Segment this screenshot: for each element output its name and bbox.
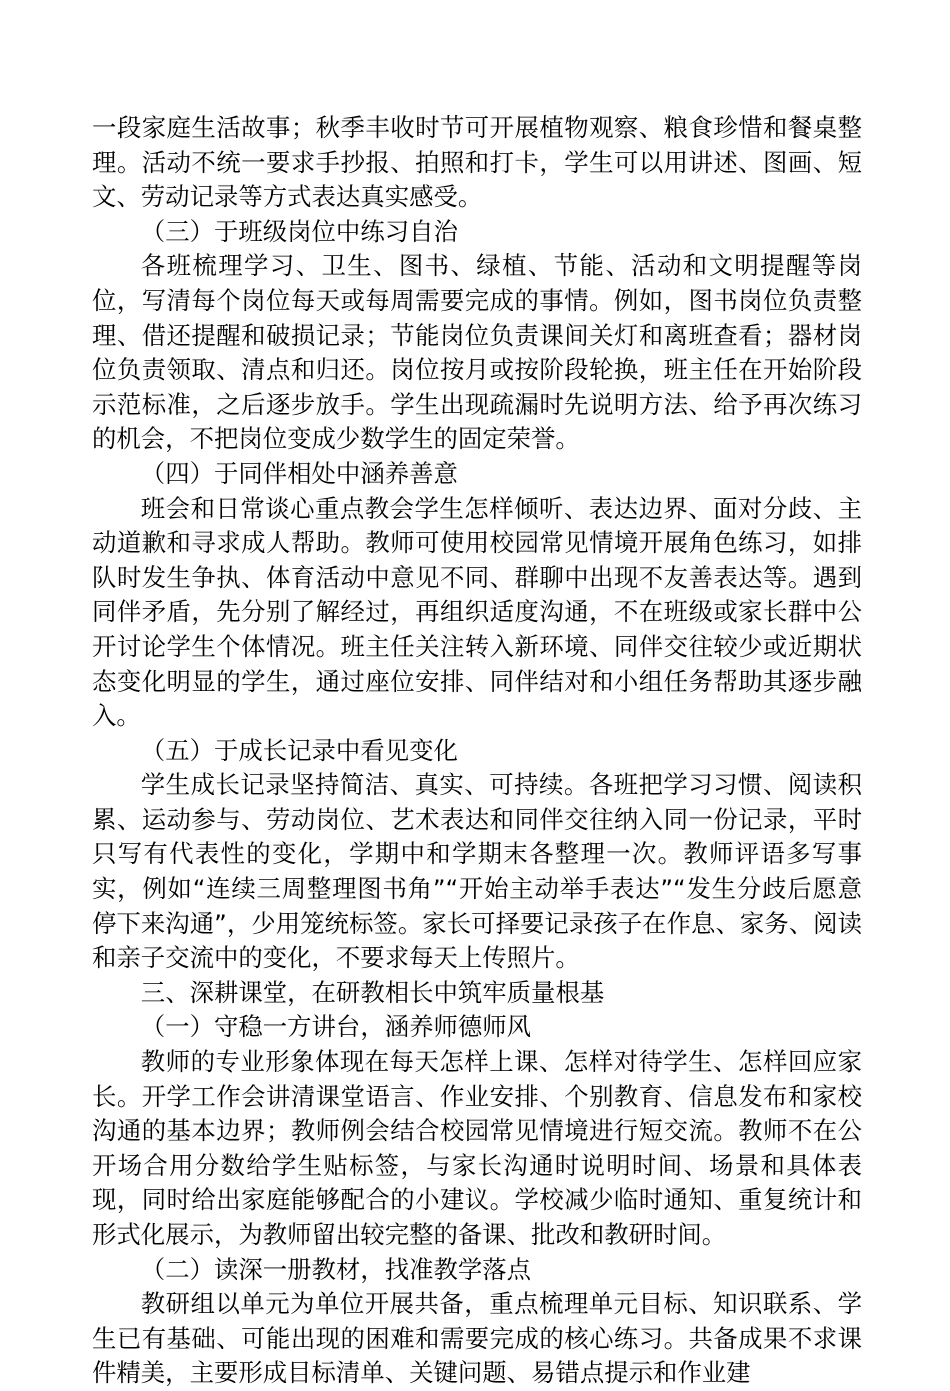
section-heading-textbook: （二）读深一册教材，找准教学落点 (140, 1254, 532, 1284)
paragraph-peer-kindness: 班会和日常谈心重点教会学生怎样倾听、表达边界、面对分歧、主动道歉和寻求成人帮助。教师可使用校园常见情境开展角色练习，如排队时发生争执、体育活动中意见不同、群聊中出现不友善表达等。遇到同伴矛盾，先分别了解经过，再组织适度沟通，不在班级或家长群中公开讨论学生个体情况。班主任关注转入新环境、同伴交往较少或近期状态变化明显的学生，通过座位安排、同伴结对和小组任务帮助其逐步融入。 (92, 493, 862, 731)
section-heading-class-roles: （三）于班级岗位中练习自治 (140, 216, 458, 246)
paragraph-continuation: 一段家庭生活故事；秋季丰收时节可开展植物观察、粮食珍惜和餐桌整理。活动不统一要求手抄报、拍照和打卡，学生可以用讲述、图画、短文、劳动记录等方式表达真实感受。 (92, 113, 862, 212)
paragraph-textbook: 教研组以单元为单位开展共备，重点梳理单元目标、知识联系、学生已有基础、可能出现的困难和需要完成的核心练习。共备成果不求课件精美，主要形成目标清单、关键问题、易错点提示和作业建 (92, 1289, 862, 1388)
paragraph-growth-records: 学生成长记录坚持简洁、真实、可持续。各班把学习习惯、阅读积累、运动参与、劳动岗位、艺术表达和同伴交往纳入同一份记录，平时只写有代表性的变化，学期中和学期末各整理一次。教师评语多写事实，例如“连续三周整理图书角”“开始主动举手表达”“发生分歧后愿意停下来沟通”，少用笼统标签。家长可择要记录孩子在作息、家务、阅读和亲子交流中的变化，不要求每天上传照片。 (92, 770, 862, 973)
document-body (92, 111, 862, 1391)
section-heading-growth-records: （五）于成长记录中看见变化 (140, 735, 458, 765)
section-heading-teacher-ethics: （一）守稳一方讲台，涵养师德师风 (140, 1012, 532, 1042)
chapter-heading-classroom: 三、深耕课堂，在研教相长中筑牢质量根基 (140, 977, 605, 1007)
paragraph-teacher-ethics: 教师的专业形象体现在每天怎样上课、怎样对待学生、怎样回应家长。开学工作会讲清课堂语言、作业安排、个别教育、信息发布和家校沟通的基本边界；教师例会结合校园常见情境进行短交流。教师不在公开场合用分数给学生贴标签，与家长沟通时说明时间、场景和具体表现，同时给出家庭能够配合的小建议。学校减少临时通知、重复统计和形式化展示，为教师留出较完整的备课、批改和教研时间。 (92, 1047, 862, 1249)
section-heading-peer-kindness: （四）于同伴相处中涵养善意 (140, 458, 458, 488)
paragraph-class-roles: 各班梳理学习、卫生、图书、绿植、节能、活动和文明提醒等岗位，写清每个岗位每天或每周需要完成的事情。例如，图书岗位负责整理、借还提醒和破损记录；节能岗位负责课间关灯和离班查看；器材岗位负责领取、清点和归还。岗位按月或按阶段轮换，班主任在开始阶段示范标准，之后逐步放手。学生出现疏漏时先说明方法、给予再次练习的机会，不把岗位变成少数学生的固定荣誉。 (92, 251, 862, 454)
